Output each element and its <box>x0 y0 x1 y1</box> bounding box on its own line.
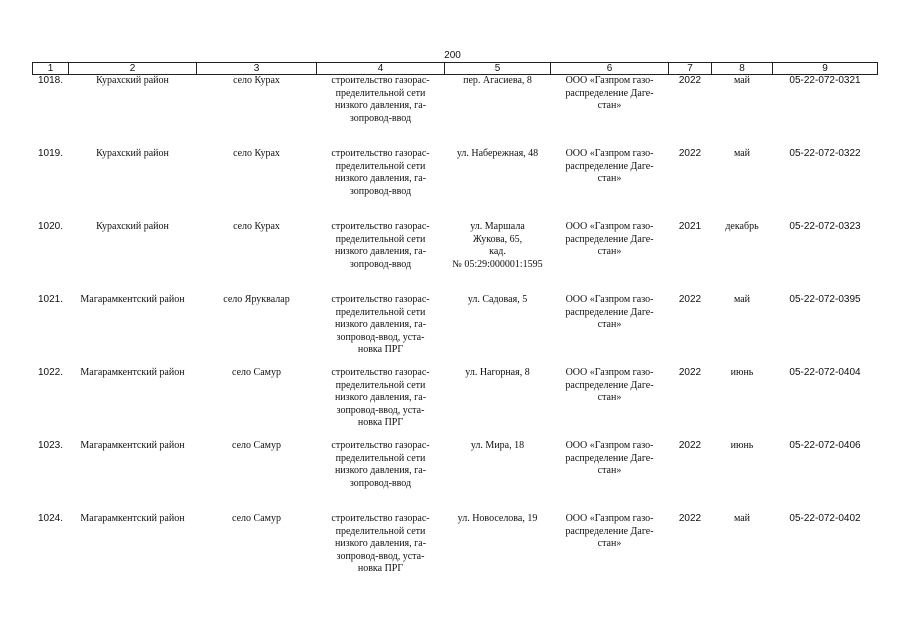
organization-cell-line: распределение Даге- <box>565 233 654 245</box>
settlement-cell: село Яруквалар <box>223 294 290 305</box>
district-cell: Магарамкентский район <box>80 440 185 451</box>
organization-cell <box>551 221 669 294</box>
row-number: 1023. <box>37 440 64 451</box>
organization-cell <box>551 513 669 586</box>
work-description-line: низкого давления, га- <box>334 246 427 257</box>
work-description-line: пределительной сети <box>335 233 426 245</box>
organization-cell-line: распределение Даге- <box>565 452 654 464</box>
column-header: 4 <box>317 63 445 75</box>
work-description-line: пределительной сети <box>335 379 426 391</box>
settlement-cell: село Самур <box>232 513 281 524</box>
table-row <box>33 294 878 367</box>
work-description-line: строительство газорас- <box>331 440 430 451</box>
year-cell: 2022 <box>678 367 702 378</box>
organization-cell-line: ООО «Газпром газо- <box>565 294 654 305</box>
month-cell: июнь <box>730 367 754 378</box>
registry-code: 05-22-072-0322 <box>789 148 861 159</box>
address-cell-line: ул. Маршала <box>470 221 525 232</box>
address-cell <box>445 221 551 294</box>
registry-code: 05-22-072-0406 <box>789 440 861 451</box>
header-row <box>33 63 878 75</box>
organization-cell-line: ООО «Газпром газо- <box>565 513 654 524</box>
month-cell: май <box>733 148 751 159</box>
year-cell: 2022 <box>678 513 702 524</box>
year-cell: 2021 <box>678 221 702 232</box>
work-description-line: низкого давления, га- <box>334 173 427 184</box>
year-cell: 2022 <box>678 148 702 159</box>
organization-cell-line: ООО «Газпром газо- <box>565 148 654 159</box>
month-cell: май <box>733 294 751 305</box>
row-number: 1022. <box>37 367 64 378</box>
table-row <box>33 513 878 586</box>
table-row <box>33 75 878 149</box>
month-cell: декабрь <box>725 221 759 232</box>
work-description-line: низкого давления, га- <box>334 538 427 549</box>
organization-cell-line: ООО «Газпром газо- <box>565 75 654 86</box>
settlement-cell: село Самур <box>232 440 281 451</box>
work-description-line: низкого давления, га- <box>334 392 427 403</box>
address-cell-line: ул. Новоселова, 19 <box>457 513 538 524</box>
column-header: 9 <box>773 63 878 75</box>
work-description-line: зопровод-ввод, уста- <box>336 331 425 343</box>
work-description-line: низкого давления, га- <box>334 100 427 111</box>
address-cell-line: ул. Садовая, 5 <box>467 294 528 305</box>
work-description-line: зопровод-ввод <box>349 112 412 124</box>
registry-code: 05-22-072-0395 <box>789 294 861 305</box>
address-cell <box>445 294 551 367</box>
column-header: 3 <box>197 63 317 75</box>
settlement-cell: село Курах <box>233 75 280 86</box>
work-description-line: зопровод-ввод, уста- <box>336 550 425 562</box>
column-header: 7 <box>669 63 712 75</box>
register-table <box>32 62 878 586</box>
month-cell: июнь <box>730 440 754 451</box>
registry-code: 05-22-072-0321 <box>789 75 861 86</box>
year-cell: 2022 <box>678 440 702 451</box>
month-cell: май <box>733 513 751 524</box>
table-row <box>33 148 878 221</box>
work-description-line: новка ПРГ <box>357 563 404 574</box>
row-number: 1024. <box>37 513 64 524</box>
organization-cell-line: распределение Даге- <box>565 87 654 99</box>
registry-code: 05-22-072-0402 <box>789 513 861 524</box>
column-header: 5 <box>445 63 551 75</box>
work-description-line: пределительной сети <box>335 306 426 318</box>
table-row <box>33 221 878 294</box>
work-description-line: зопровод-ввод, уста- <box>336 404 425 416</box>
organization-cell-line: стан» <box>597 392 622 403</box>
district-cell: Магарамкентский район <box>80 294 185 305</box>
work-description <box>317 75 445 149</box>
organization-cell-line: стан» <box>597 319 622 330</box>
work-description <box>317 513 445 586</box>
work-description-line: зопровод-ввод <box>349 258 412 270</box>
settlement-cell: село Курах <box>233 221 280 232</box>
organization-cell <box>551 294 669 367</box>
address-cell <box>445 513 551 586</box>
address-cell-line: ул. Нагорная, 8 <box>465 367 530 378</box>
district-cell: Курахский район <box>96 221 169 232</box>
work-description-line: низкого давления, га- <box>334 319 427 330</box>
column-header: 8 <box>712 63 773 75</box>
organization-cell-line: ООО «Газпром газо- <box>565 440 654 451</box>
organization-cell <box>551 148 669 221</box>
work-description-line: пределительной сети <box>335 452 426 464</box>
organization-cell <box>551 367 669 440</box>
work-description-line: пределительной сети <box>335 525 426 537</box>
row-number: 1018. <box>37 75 64 86</box>
work-description-line: пределительной сети <box>335 160 426 172</box>
work-description <box>317 221 445 294</box>
address-cell <box>445 367 551 440</box>
work-description-line: строительство газорас- <box>331 75 430 86</box>
address-cell-line: № 05:29:000001:1595 <box>452 258 543 270</box>
settlement-cell: село Курах <box>233 148 280 159</box>
address-cell-line: ул. Набережная, 48 <box>456 148 539 159</box>
month-cell: май <box>733 75 751 86</box>
district-cell: Курахский район <box>96 75 169 86</box>
column-header: 6 <box>551 63 669 75</box>
address-cell <box>445 440 551 513</box>
column-header: 1 <box>33 63 69 75</box>
work-description-line: низкого давления, га- <box>334 465 427 476</box>
work-description <box>317 440 445 513</box>
organization-cell-line: распределение Даге- <box>565 525 654 537</box>
organization-cell-line: стан» <box>597 538 622 549</box>
year-cell: 2022 <box>678 75 702 86</box>
registry-code: 05-22-072-0404 <box>789 367 861 378</box>
year-cell: 2022 <box>678 294 702 305</box>
address-cell <box>445 148 551 221</box>
address-cell <box>445 75 551 149</box>
organization-cell-line: ООО «Газпром газо- <box>565 367 654 378</box>
address-cell-line: пер. Агасиева, 8 <box>463 75 532 86</box>
organization-cell-line: распределение Даге- <box>565 379 654 391</box>
work-description-line: новка ПРГ <box>357 344 404 355</box>
organization-cell-line: стан» <box>597 100 622 111</box>
organization-cell <box>551 75 669 149</box>
work-description-line: зопровод-ввод <box>349 185 412 197</box>
work-description-line: строительство газорас- <box>331 221 430 232</box>
table-row <box>33 440 878 513</box>
column-header: 2 <box>69 63 197 75</box>
district-cell: Магарамкентский район <box>80 367 185 378</box>
organization-cell <box>551 440 669 513</box>
organization-cell-line: стан» <box>597 246 622 257</box>
registry-code: 05-22-072-0323 <box>789 221 861 232</box>
district-cell: Магарамкентский район <box>80 513 185 524</box>
work-description <box>317 294 445 367</box>
organization-cell-line: стан» <box>597 173 622 184</box>
organization-cell-line: стан» <box>597 465 622 476</box>
organization-cell-line: ООО «Газпром газо- <box>565 221 654 232</box>
address-cell-line: Жукова, 65, <box>472 233 523 245</box>
district-cell: Курахский район <box>96 148 169 159</box>
work-description-line: новка ПРГ <box>357 417 404 428</box>
row-number: 1019. <box>37 148 64 159</box>
work-description-line: зопровод-ввод <box>349 477 412 489</box>
table-row <box>33 367 878 440</box>
work-description-line: пределительной сети <box>335 87 426 99</box>
organization-cell-line: распределение Даге- <box>565 306 654 318</box>
work-description <box>317 367 445 440</box>
organization-cell-line: распределение Даге- <box>565 160 654 172</box>
page-number: 200 <box>444 50 461 61</box>
settlement-cell: село Самур <box>232 367 281 378</box>
row-number: 1021. <box>37 294 64 305</box>
table-body <box>33 75 878 587</box>
row-number: 1020. <box>37 221 64 232</box>
work-description-line: строительство газорас- <box>331 513 430 524</box>
work-description <box>317 148 445 221</box>
address-cell-line: кад. <box>489 246 506 257</box>
work-description-line: строительство газорас- <box>331 367 430 378</box>
address-cell-line: ул. Мира, 18 <box>470 440 525 451</box>
work-description-line: строительство газорас- <box>331 294 430 305</box>
work-description-line: строительство газорас- <box>331 148 430 159</box>
